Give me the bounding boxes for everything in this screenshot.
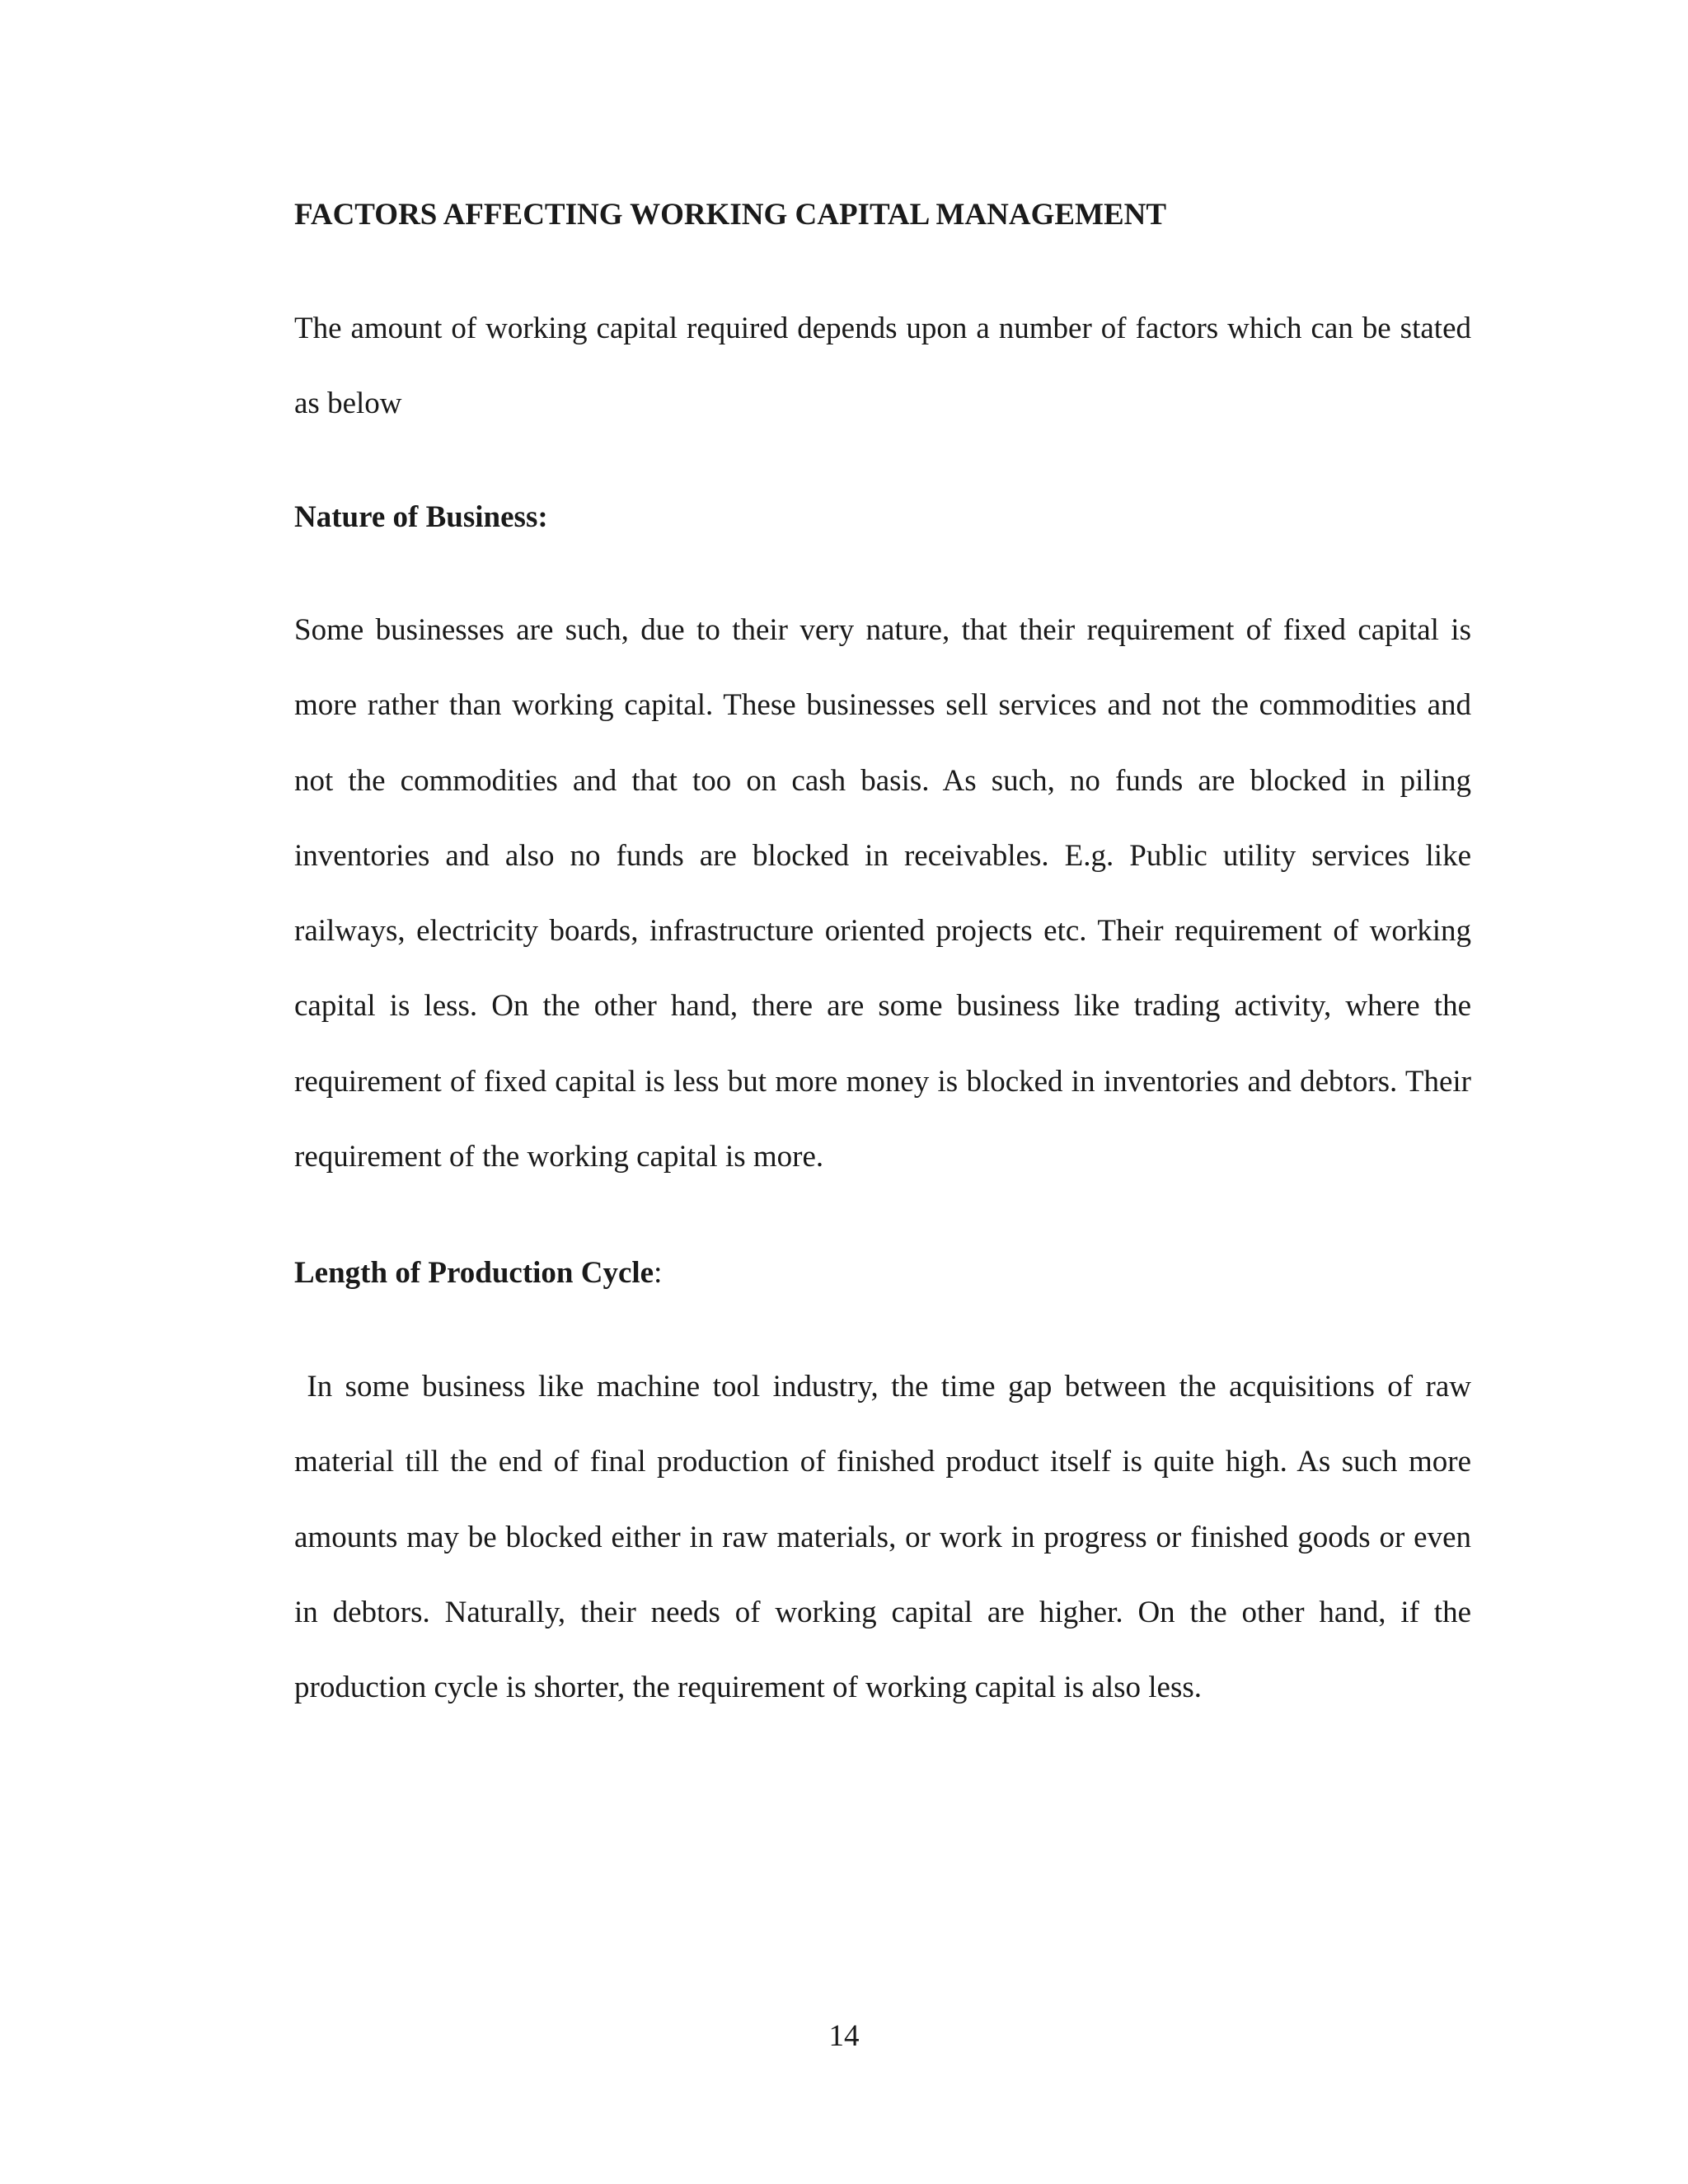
- page-number: 14: [828, 2019, 860, 2053]
- page-title: FACTORS AFFECTING WORKING CAPITAL MANAGEMENT: [294, 198, 1167, 232]
- section-heading-text: Nature of Business:: [294, 500, 548, 534]
- section-heading-text: Length of Production Cycle: [294, 1256, 654, 1290]
- section-heading-suffix: :: [654, 1256, 663, 1290]
- production-cycle-paragraph: In some business like machine tool industry, the time gap between the acquisitions of raw material till the end of final production of finished product itself is quite high. As such more amounts may be blocked either in raw materials, or work in progress or finished goods or even in debtors. Naturally, their needs of working capital are higher. On the other hand, if the production cycle is shorter, the requirement of working capital is also less.: [294, 1370, 1471, 1705]
- section-heading-length-of-production-cycle: [294, 1254, 662, 1292]
- section-heading-nature-of-business: [294, 499, 548, 537]
- intro-paragraph: The amount of working capital required depends upon a number of factors which can be stated as below: [294, 312, 1471, 421]
- nature-of-business-paragraph: Some businesses are such, due to their very nature, that their requirement of fixed capital is more rather than working capital. These businesses sell services and not the commodities and not the commodities and that too on cash basis. As such, no funds are blocked in piling inventories and also no funds are blocked in receivables. E.g. Public utility services like railways, electricity boards, infrastructure oriented projects etc. Their requirement of working capital is less. On the other hand, there are some business like trading activity, where the requirement of fixed capital is less but more money is blocked in inventories and debtors. Their requirement of the working capital is more.: [294, 613, 1471, 1174]
